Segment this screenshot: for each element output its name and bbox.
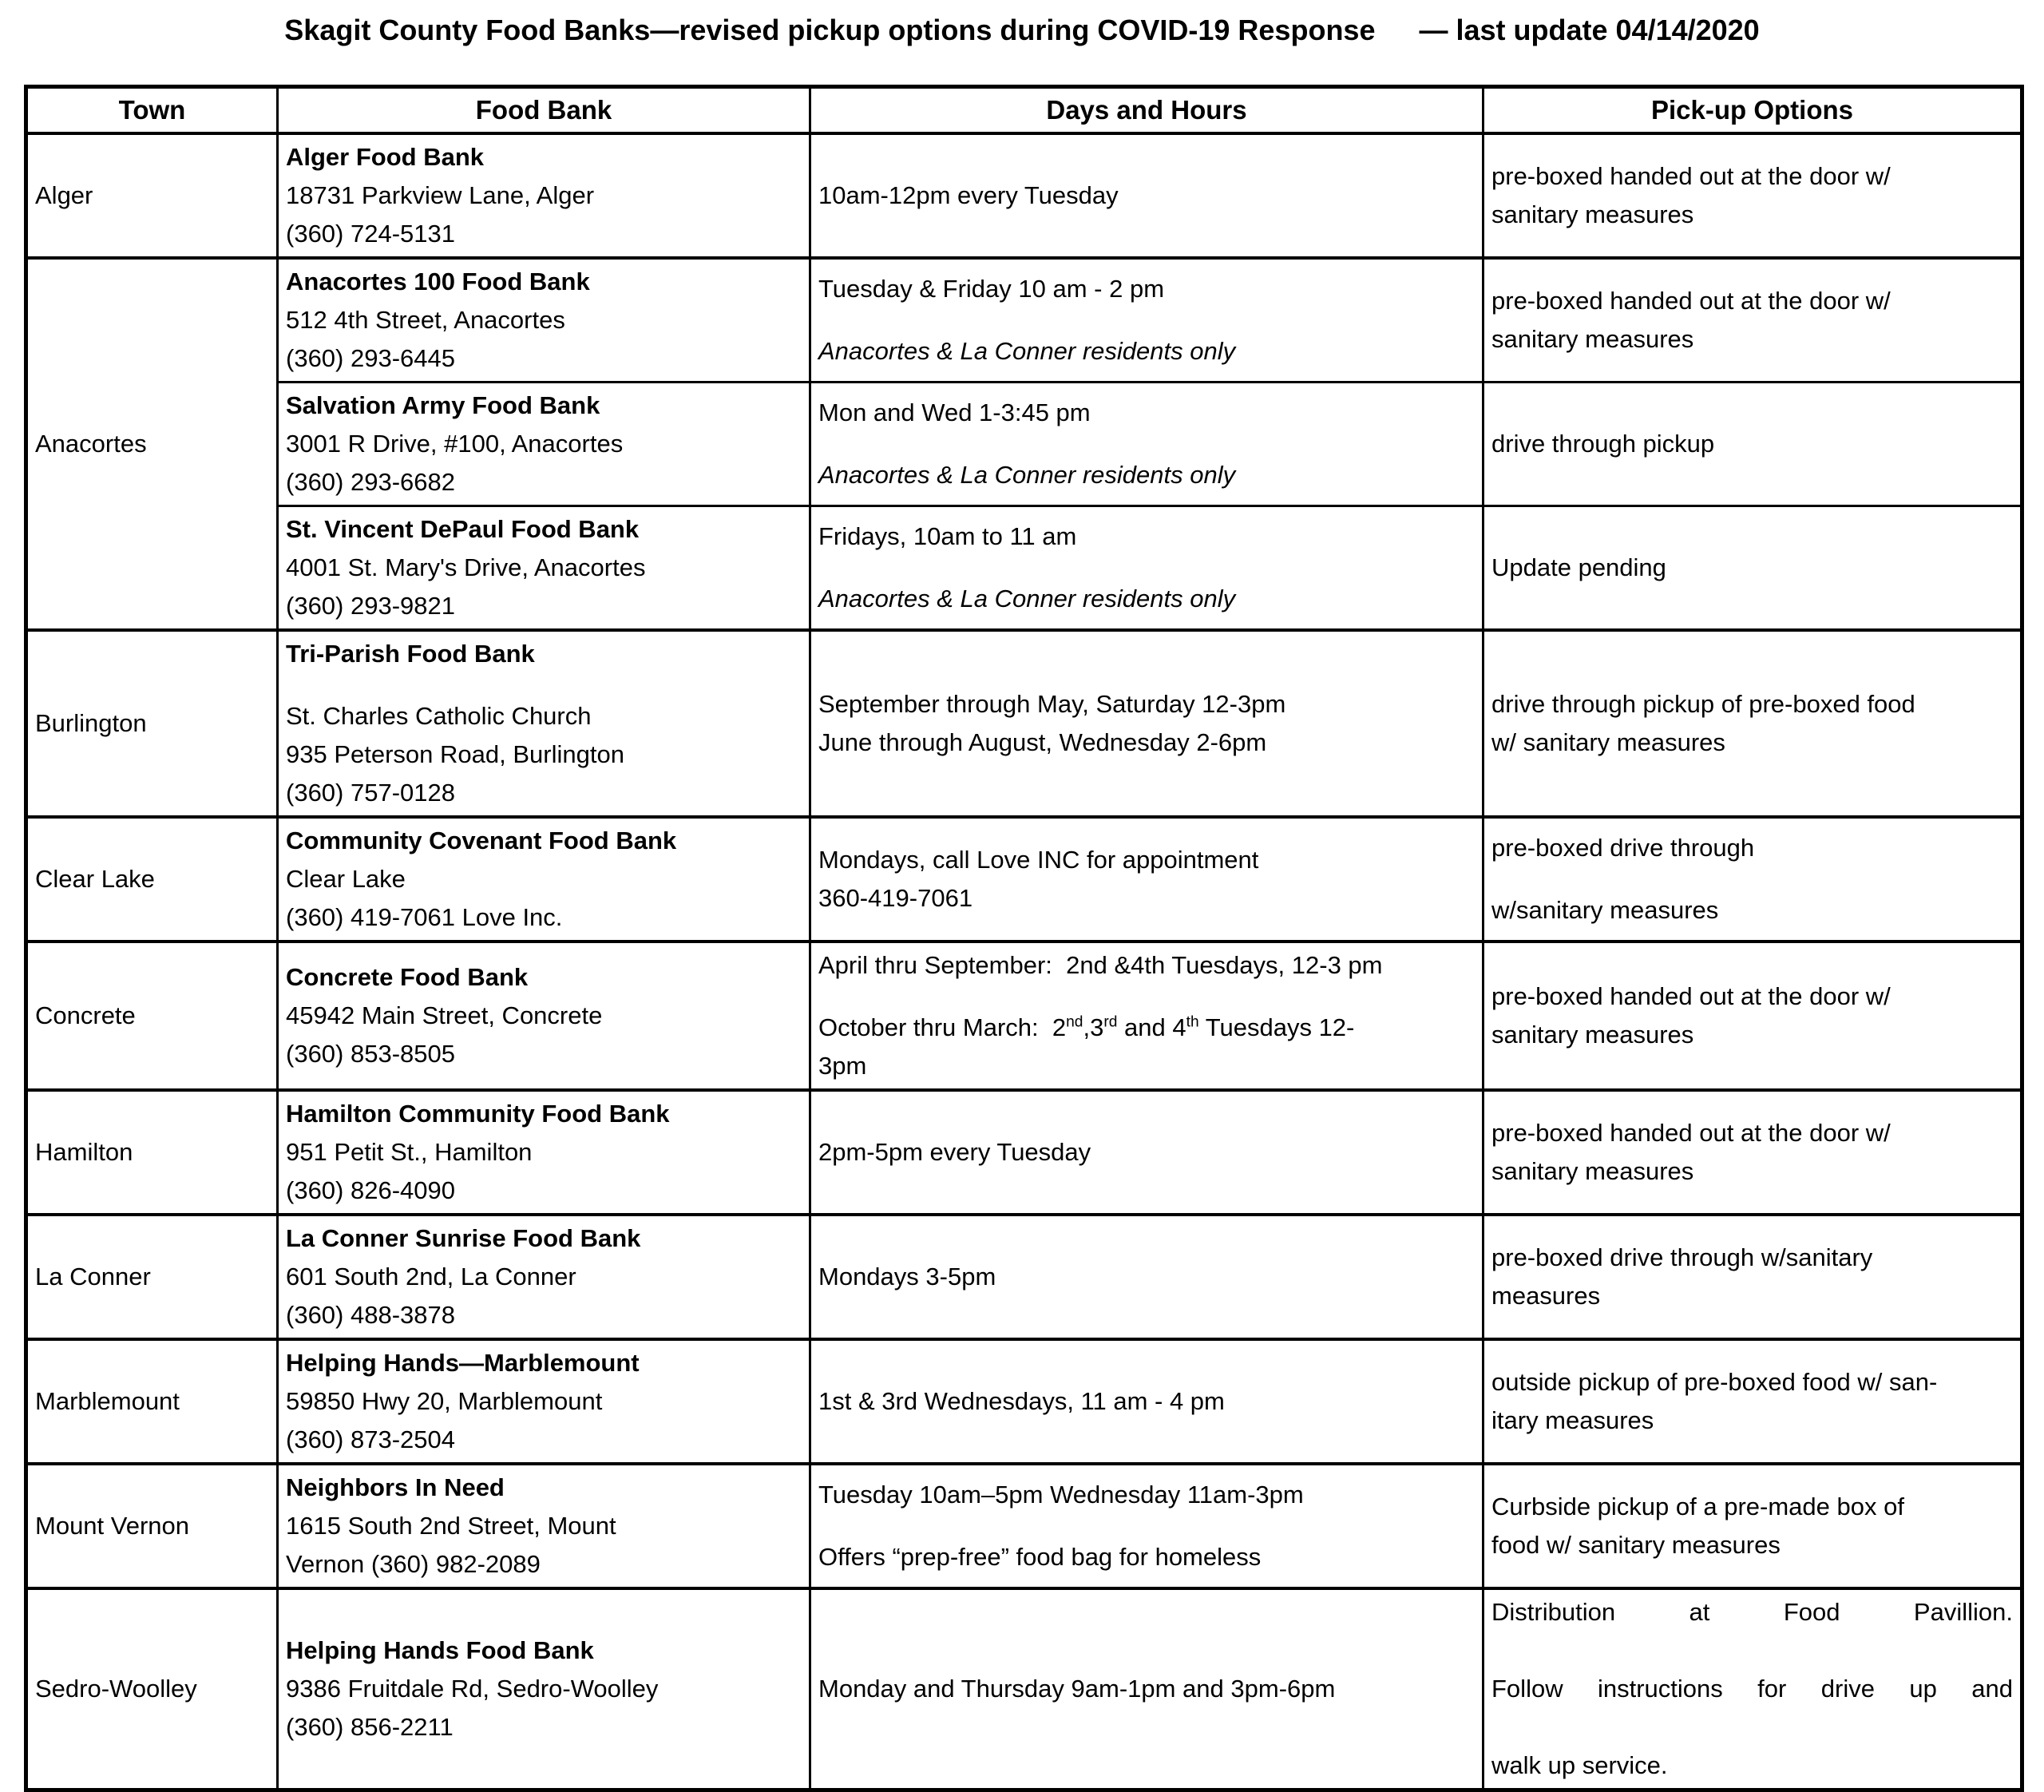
pickup-cell xyxy=(1483,1090,2022,1215)
col-header-days-and-hours: Days and Hours xyxy=(810,87,1483,134)
days-line: September through May, Saturday 12-3pm xyxy=(818,690,1286,718)
days-text-run: ,3 xyxy=(1083,1013,1104,1041)
col-header-food-bank: Food Bank xyxy=(278,87,810,134)
foodbank-cell xyxy=(278,383,810,506)
town-cell xyxy=(26,1215,278,1339)
days-line: June through August, Wednesday 2-6pm xyxy=(818,728,1267,756)
pickup-line: Distribution at Food Pavillion. xyxy=(1491,1598,2013,1626)
foodbank-name: Salvation Army Food Bank xyxy=(286,391,600,419)
pickup-line: pre-boxed handed out at the door w/ xyxy=(1491,1119,1891,1147)
days-cell xyxy=(810,133,1483,258)
pickup-paragraph xyxy=(1491,891,2013,930)
title-update-date: — last update 04/14/2020 xyxy=(1419,14,1760,46)
days-text-run: and 4 xyxy=(1117,1013,1186,1041)
foodbank-cell xyxy=(278,1215,810,1339)
pickup-paragraph xyxy=(1491,549,2013,587)
pickup-line: pre-boxed handed out at the door w/ xyxy=(1491,162,1891,190)
table-row xyxy=(26,1464,2022,1588)
foodbank-info-line: 18731 Parkview Lane, Alger xyxy=(286,181,595,209)
pickup-line: drive through pickup xyxy=(1491,430,1715,458)
pickup-line: pre-boxed handed out at the door w/ xyxy=(1491,287,1891,315)
foodbank-cell xyxy=(278,1339,810,1464)
foodbank-cell xyxy=(278,133,810,258)
town-label: Alger xyxy=(35,181,93,209)
foodbank-cell xyxy=(278,1090,810,1215)
foodbank-info-line: 3001 R Drive, #100, Anacortes xyxy=(286,430,624,458)
foodbank-info-line: (360) 724-5131 xyxy=(286,220,455,248)
days-line xyxy=(818,1047,1475,1085)
town-label: Marblemount xyxy=(35,1387,180,1415)
days-paragraph xyxy=(818,176,1475,215)
days-paragraph xyxy=(818,1476,1475,1514)
days-line: 2pm-5pm every Tuesday xyxy=(818,1138,1091,1166)
days-line: Tuesday 10am–5pm Wednesday 11am-3pm xyxy=(818,1481,1304,1509)
foodbank-info-line: (360) 826-4090 xyxy=(286,1176,455,1204)
table-header-row xyxy=(26,87,2022,134)
pickup-line: w/sanitary measures xyxy=(1491,896,1719,924)
foodbank-cell xyxy=(278,630,810,817)
pickup-cell xyxy=(1483,630,2022,817)
table-row xyxy=(26,133,2022,258)
foodbank-info-line: 1615 South 2nd Street, Mount xyxy=(286,1512,616,1540)
foodbank-info-line: (360) 488-3878 xyxy=(286,1301,455,1329)
table-row xyxy=(26,817,2022,942)
days-cell xyxy=(810,942,1483,1090)
foodbank-name: La Conner Sunrise Food Bank xyxy=(286,1224,641,1252)
pickup-line: pre-boxed drive through w/sanitary xyxy=(1491,1243,1873,1271)
foodbank-cell xyxy=(278,817,810,942)
table-body xyxy=(26,133,2022,1790)
title-main: Skagit County Food Banks—revised pickup options during COVID-19 Response xyxy=(284,14,1376,46)
foodbank-name: Helping Hands—Marblemount xyxy=(286,1349,640,1377)
pickup-cell xyxy=(1483,942,2022,1090)
days-line: Tuesday & Friday 10 am - 2 pm xyxy=(818,275,1165,303)
pickup-paragraph xyxy=(1491,1363,2013,1440)
days-cell xyxy=(810,1588,1483,1790)
town-cell xyxy=(26,942,278,1090)
foodbank-info-line: 45942 Main Street, Concrete xyxy=(286,1001,603,1029)
pickup-cell xyxy=(1483,1588,2022,1790)
page xyxy=(0,13,2044,1792)
days-paragraph xyxy=(818,1009,1475,1085)
pickup-line: sanitary measures xyxy=(1491,200,1694,228)
days-text-run: nd xyxy=(1066,1013,1083,1031)
pickup-line: pre-boxed drive through xyxy=(1491,834,1755,862)
days-paragraph xyxy=(818,1133,1475,1172)
pickup-cell xyxy=(1483,817,2022,942)
pickup-paragraph xyxy=(1491,157,2013,234)
foodbank-info-line: 951 Petit St., Hamilton xyxy=(286,1138,533,1166)
foodbank-cell xyxy=(278,1588,810,1790)
days-line: Mondays 3-5pm xyxy=(818,1263,996,1290)
table-row xyxy=(26,258,2022,383)
pickup-line: food w/ sanitary measures xyxy=(1491,1531,1781,1559)
days-paragraph xyxy=(818,946,1475,985)
foodbank-name: St. Vincent DePaul Food Bank xyxy=(286,515,640,543)
pickup-line: sanitary measures xyxy=(1491,325,1694,353)
days-cell xyxy=(810,817,1483,942)
foodbank-info-line: 935 Peterson Road, Burlington xyxy=(286,740,624,768)
days-cell xyxy=(810,1339,1483,1464)
pickup-paragraph xyxy=(1491,425,2013,463)
days-line: 360-419-7061 xyxy=(818,884,973,912)
pickup-line: pre-boxed handed out at the door w/ xyxy=(1491,982,1891,1010)
days-line: April thru September: 2nd &4th Tuesdays, 12-3 pm xyxy=(818,951,1383,979)
table-row xyxy=(26,1215,2022,1339)
foodbank-name: Alger Food Bank xyxy=(286,143,485,171)
days-line: 1st & 3rd Wednesdays, 11 am - 4 pm xyxy=(818,1387,1225,1415)
foodbank-name: Concrete Food Bank xyxy=(286,963,529,991)
town-label: Hamilton xyxy=(35,1138,133,1166)
pickup-paragraph xyxy=(1491,282,2013,359)
foodbank-name: Hamilton Community Food Bank xyxy=(286,1100,670,1128)
pickup-line: Curbside pickup of a pre-made box of xyxy=(1491,1493,1904,1520)
pickup-paragraph xyxy=(1491,1593,2013,1785)
foodbank-info-line: 601 South 2nd, La Conner xyxy=(286,1263,576,1290)
days-line: Monday and Thursday 9am-1pm and 3pm-6pm xyxy=(818,1675,1336,1703)
days-paragraph xyxy=(818,394,1475,432)
days-line: Anacortes & La Conner residents only xyxy=(818,337,1236,365)
col-header-pickup-options: Pick-up Options xyxy=(1483,87,2022,134)
foodbank-name: Neighbors In Need xyxy=(286,1473,505,1501)
days-paragraph xyxy=(818,456,1475,494)
pickup-paragraph xyxy=(1491,829,2013,867)
pickup-cell xyxy=(1483,1339,2022,1464)
foodbank-info-line: (360) 873-2504 xyxy=(286,1425,455,1453)
foodbank-info-line: (360) 757-0128 xyxy=(286,779,455,807)
pickup-line: outside pickup of pre-boxed food w/ san- xyxy=(1491,1368,1938,1396)
pickup-line: sanitary measures xyxy=(1491,1021,1694,1049)
days-cell xyxy=(810,1215,1483,1339)
foodbank-name: Community Covenant Food Bank xyxy=(286,827,677,854)
days-paragraph xyxy=(818,1382,1475,1421)
pickup-line: measures xyxy=(1491,1282,1601,1310)
pickup-cell xyxy=(1483,1215,2022,1339)
foodbank-cell xyxy=(278,1464,810,1588)
days-paragraph xyxy=(818,270,1475,308)
town-label: Burlington xyxy=(35,709,147,737)
food-banks-table xyxy=(24,85,2024,1792)
pickup-line: Update pending xyxy=(1491,553,1666,581)
pickup-cell xyxy=(1483,383,2022,506)
pickup-cell xyxy=(1483,506,2022,631)
days-paragraph xyxy=(818,580,1475,618)
pickup-cell xyxy=(1483,1464,2022,1588)
pickup-line: Follow instructions for drive up and xyxy=(1491,1675,2013,1703)
town-cell xyxy=(26,630,278,817)
days-cell xyxy=(810,506,1483,631)
foodbank-info-line: St. Charles Catholic Church xyxy=(286,702,592,730)
days-line: Mon and Wed 1-3:45 pm xyxy=(818,398,1091,426)
days-paragraph xyxy=(818,517,1475,556)
days-line xyxy=(818,1009,1475,1047)
town-cell xyxy=(26,1090,278,1215)
pickup-paragraph xyxy=(1491,1488,2013,1564)
pickup-paragraph xyxy=(1491,1114,2013,1191)
foodbank-info-line: Clear Lake xyxy=(286,865,406,893)
days-cell xyxy=(810,1464,1483,1588)
town-cell xyxy=(26,817,278,942)
foodbank-info-line: 59850 Hwy 20, Marblemount xyxy=(286,1387,603,1415)
pickup-cell xyxy=(1483,258,2022,383)
town-cell xyxy=(26,133,278,258)
town-cell xyxy=(26,1588,278,1790)
days-cell xyxy=(810,258,1483,383)
foodbank-info-line: (360) 293-6682 xyxy=(286,468,455,496)
days-text-run: rd xyxy=(1103,1013,1118,1031)
town-label: Clear Lake xyxy=(35,865,155,893)
foodbank-info-line: (360) 293-6445 xyxy=(286,344,455,372)
pickup-cell xyxy=(1483,133,2022,258)
foodbank-cell xyxy=(278,506,810,631)
pickup-paragraph xyxy=(1491,977,2013,1054)
foodbank-name: Tri-Parish Food Bank xyxy=(286,640,535,668)
days-line: Offers “prep-free” food bag for homeless xyxy=(818,1543,1262,1571)
foodbank-info-line: (360) 293-9821 xyxy=(286,592,455,620)
days-cell xyxy=(810,630,1483,817)
foodbank-name: Helping Hands Food Bank xyxy=(286,1636,594,1664)
town-label: Concrete xyxy=(35,1001,136,1029)
town-label: Anacortes xyxy=(35,430,147,458)
foodbank-info-line: (360) 853-8505 xyxy=(286,1040,455,1068)
table-row xyxy=(26,1090,2022,1215)
days-line: 10am-12pm every Tuesday xyxy=(818,181,1119,209)
pickup-paragraph xyxy=(1491,1239,2013,1315)
days-line: Mondays, call Love INC for appointment xyxy=(818,846,1259,874)
foodbank-cell xyxy=(278,942,810,1090)
days-text-run: th xyxy=(1186,1013,1199,1031)
days-text-run: 3pm xyxy=(818,1052,867,1080)
days-text-run: October thru March: 2 xyxy=(818,1013,1067,1041)
days-text-run: Tuesdays 12- xyxy=(1198,1013,1355,1041)
table-row xyxy=(26,1588,2022,1790)
foodbank-info-line: Vernon (360) 982-2089 xyxy=(286,1550,541,1578)
days-paragraph xyxy=(818,1258,1475,1296)
days-line: Anacortes & La Conner residents only xyxy=(818,461,1236,489)
days-paragraph xyxy=(818,841,1475,918)
days-cell xyxy=(810,1090,1483,1215)
foodbank-name: Anacortes 100 Food Bank xyxy=(286,268,590,295)
pickup-paragraph xyxy=(1491,685,2013,762)
table-row xyxy=(26,383,2022,506)
town-label: La Conner xyxy=(35,1263,151,1290)
foodbank-info-line: 9386 Fruitdale Rd, Sedro-Woolley xyxy=(286,1675,659,1703)
pickup-line: w/ sanitary measures xyxy=(1491,728,1725,756)
days-paragraph xyxy=(818,685,1475,762)
pickup-line: sanitary measures xyxy=(1491,1157,1694,1185)
days-paragraph xyxy=(818,1538,1475,1576)
table-row xyxy=(26,942,2022,1090)
days-paragraph xyxy=(818,332,1475,371)
days-paragraph xyxy=(818,1670,1475,1708)
foodbank-info-line: (360) 419-7061 Love Inc. xyxy=(286,903,563,931)
pickup-line: itary measures xyxy=(1491,1406,1654,1434)
pickup-line: drive through pickup of pre-boxed food xyxy=(1491,690,1915,718)
days-line: Fridays, 10am to 11 am xyxy=(818,522,1077,550)
town-cell xyxy=(26,1464,278,1588)
days-line: Anacortes & La Conner residents only xyxy=(818,585,1236,613)
foodbank-info-line: 512 4th Street, Anacortes xyxy=(286,306,565,334)
table-row xyxy=(26,630,2022,817)
table-row xyxy=(26,1339,2022,1464)
days-cell xyxy=(810,383,1483,506)
foodbank-info-line: 4001 St. Mary's Drive, Anacortes xyxy=(286,553,646,581)
town-cell xyxy=(26,258,278,630)
foodbank-info-line: (360) 856-2211 xyxy=(286,1713,454,1741)
foodbank-cell xyxy=(278,258,810,383)
town-label: Sedro-Woolley xyxy=(35,1675,197,1703)
town-cell xyxy=(26,1339,278,1464)
col-header-town: Town xyxy=(26,87,278,134)
pickup-line: walk up service. xyxy=(1491,1751,1668,1779)
table-row xyxy=(26,506,2022,631)
page-title xyxy=(0,13,2044,48)
foodbank-info-line xyxy=(286,673,802,697)
town-label: Mount Vernon xyxy=(35,1512,190,1540)
